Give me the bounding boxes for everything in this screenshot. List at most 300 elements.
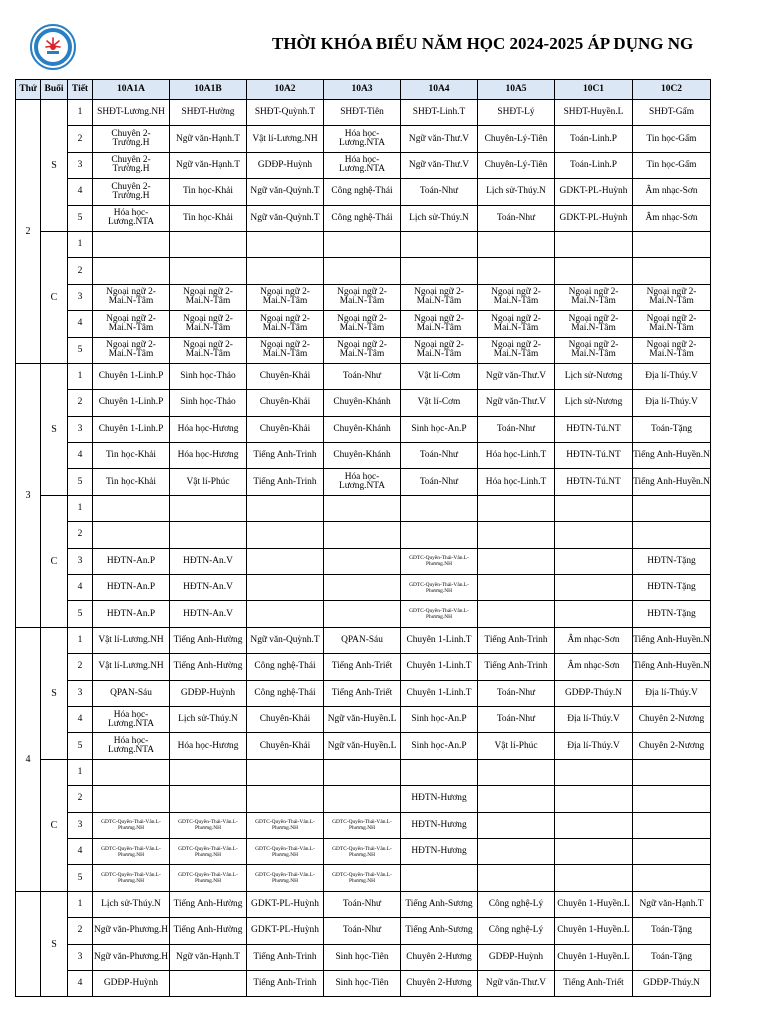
subject-cell: Lịch sử-Thúy.N [170,706,247,732]
period-cell: 2 [68,918,93,944]
subject-cell [478,865,555,891]
table-row [16,126,711,152]
subject-cell: Tiếng Anh-Hường [170,627,247,653]
day-cell: 2 [16,100,41,364]
column-header: 10A1A [93,80,170,100]
subject-cell: Sinh học-An.P [401,416,478,442]
day-cell: 3 [16,363,41,627]
subject-cell: Tiếng Anh-Triết [324,654,401,680]
subject-cell [478,575,555,601]
subject-cell [555,838,633,864]
subject-cell: HĐTN-Tặng [633,601,711,627]
subject-cell: Ngữ văn-Thư.V [478,363,555,389]
column-header: 10A3 [324,80,401,100]
period-cell: 1 [68,100,93,126]
table-row [16,495,711,521]
subject-cell: SHĐT-Lương.NH [93,100,170,126]
subject-cell: Chuyên-Khải [247,363,324,389]
subject-cell: SHĐT-Quỳnh.T [247,100,324,126]
period-cell: 1 [68,891,93,917]
subject-cell: Lịch sử-Nương [555,363,633,389]
subject-cell: Toán-Như [478,680,555,706]
subject-cell: Chuyên 1-Linh.P [93,390,170,416]
period-cell: 3 [68,548,93,574]
subject-cell [478,812,555,838]
subject-cell: Vật lí-Cơm [401,390,478,416]
subject-cell [170,759,247,785]
period-cell: 5 [68,469,93,495]
subject-cell: SHĐT-Gấm [633,100,711,126]
table-row [16,891,711,917]
subject-cell: GDĐP-Huỳnh [478,944,555,970]
table-row [16,337,711,363]
column-header: 10A2 [247,80,324,100]
subject-cell: Tiếng Anh-Sương [401,918,478,944]
subject-cell: Tiếng Anh-Huyền.N [633,443,711,469]
subject-cell: GDĐP-Huỳnh [170,680,247,706]
period-cell: 4 [68,838,93,864]
subject-cell: Lịch sử-Thúy.N [478,179,555,205]
subject-cell: Ngoại ngữ 2-Mai.N-Tâm [170,311,247,337]
subject-cell: Lịch sử-Nương [555,390,633,416]
subject-cell [93,258,170,284]
subject-cell: Tiếng Anh-Trinh [478,627,555,653]
subject-cell [555,786,633,812]
subject-cell: Tiếng Anh-Hường [170,891,247,917]
table-row [16,654,711,680]
session-cell: C [41,495,68,627]
subject-cell: HĐTN-Tặng [633,548,711,574]
subject-cell: Hóa học-Linh.T [478,469,555,495]
day-cell: 4 [16,627,41,891]
column-header: Tiết [68,80,93,100]
subject-cell [247,601,324,627]
subject-cell [401,258,478,284]
subject-cell: GDTC-Quyền-Thái-Vân.L-Phương.NH [401,575,478,601]
period-cell: 3 [68,680,93,706]
subject-cell [401,522,478,548]
subject-cell: GDTC-Quyền-Thái-Vân.L-Phương.NH [401,601,478,627]
subject-cell: Ngoại ngữ 2-Mai.N-Tâm [401,311,478,337]
session-cell: S [41,363,68,495]
subject-cell: Hóa học-Hương [170,443,247,469]
table-row [16,918,711,944]
subject-cell: Sinh học-Tiên [324,970,401,996]
table-row [16,179,711,205]
subject-cell: Chuyên 2-Trường.H [93,152,170,178]
table-row [16,865,711,891]
period-cell: 5 [68,337,93,363]
subject-cell: Ngữ văn-Thư.V [401,152,478,178]
subject-cell: Ngữ văn-Thư.V [401,126,478,152]
subject-cell: GDKT-PL-Huỳnh [555,179,633,205]
subject-cell [633,522,711,548]
subject-cell: HĐTN-An.V [170,601,247,627]
subject-cell: Tiếng Anh-Trinh [247,944,324,970]
subject-cell: Công nghệ-Thái [324,179,401,205]
period-cell: 4 [68,443,93,469]
period-cell: 4 [68,179,93,205]
period-cell: 4 [68,706,93,732]
column-header: 10A4 [401,80,478,100]
subject-cell: Tiếng Anh-Huyền.N [633,627,711,653]
subject-cell: Ngữ văn-Quỳnh.T [247,179,324,205]
subject-cell: GDĐP-Thúy.N [633,970,711,996]
subject-cell: Ngữ văn-Huyền.L [324,733,401,759]
subject-cell [478,231,555,257]
subject-cell: Tiếng Anh-Hường [170,654,247,680]
subject-cell: GDTC-Quyền-Thái-Vân.L-Phương.NH [247,865,324,891]
subject-cell: GDKT-PL-Huỳnh [247,918,324,944]
period-cell: 5 [68,205,93,231]
subject-cell: QPAN-Sáu [93,680,170,706]
period-cell: 4 [68,575,93,601]
subject-cell [324,548,401,574]
table-row [16,759,711,785]
subject-cell [324,759,401,785]
subject-cell [555,258,633,284]
subject-cell: Tiếng Anh-Huyền.N [633,469,711,495]
subject-cell: Tin học-Gấm [633,126,711,152]
subject-cell: HĐTN-An.V [170,575,247,601]
subject-cell [633,495,711,521]
subject-cell [478,838,555,864]
subject-cell [247,258,324,284]
subject-cell [93,786,170,812]
subject-cell: Chuyên 2-Hương [401,970,478,996]
subject-cell [478,522,555,548]
subject-cell: Địa lí-Thúy.V [633,363,711,389]
timetable [15,79,711,997]
subject-cell: GDKT-PL-Huỳnh [555,205,633,231]
subject-cell: Vật lí-Phúc [170,469,247,495]
subject-cell: HĐTN-Hương [401,786,478,812]
subject-cell [247,759,324,785]
subject-cell [555,231,633,257]
subject-cell: Hóa học-Lương.NTA [324,469,401,495]
subject-cell: SHĐT-Hường [170,100,247,126]
subject-cell [555,865,633,891]
session-cell: S [41,627,68,759]
subject-cell: Ngoại ngữ 2-Mai.N-Tâm [633,284,711,310]
subject-cell: GDTC-Quyền-Thái-Vân.L-Phương.NH [93,812,170,838]
subject-cell [633,838,711,864]
subject-cell [555,575,633,601]
subject-cell: Chuyên 2-Nương [633,733,711,759]
subject-cell: SHĐT-Tiên [324,100,401,126]
table-row [16,522,711,548]
subject-cell [170,970,247,996]
column-header: 10A5 [478,80,555,100]
subject-cell [324,575,401,601]
subject-cell: Tiếng Anh-Triết [555,970,633,996]
subject-cell [324,231,401,257]
subject-cell: GDTC-Quyền-Thái-Vân.L-Phương.NH [247,812,324,838]
subject-cell [401,495,478,521]
table-row [16,548,711,574]
subject-cell: Tiếng Anh-Trinh [247,970,324,996]
subject-cell: Địa lí-Thúy.V [555,706,633,732]
subject-cell: Sinh học-Thảo [170,363,247,389]
subject-cell: HĐTN-Tú.NT [555,416,633,442]
table-row [16,311,711,337]
period-cell: 2 [68,390,93,416]
period-cell: 2 [68,654,93,680]
period-cell: 3 [68,416,93,442]
subject-cell: GDTC-Quyền-Thái-Vân.L-Phương.NH [93,838,170,864]
subject-cell: Chuyên 2-Nương [633,706,711,732]
subject-cell: Hóa học-Linh.T [478,443,555,469]
subject-cell: Tin học-Khải [93,469,170,495]
period-cell: 2 [68,522,93,548]
subject-cell: Chuyên 1-Huyền.L [555,944,633,970]
table-row [16,152,711,178]
session-cell: C [41,231,68,363]
subject-cell: Toán-Như [478,416,555,442]
subject-cell [401,759,478,785]
period-cell: 4 [68,970,93,996]
subject-cell: Ngoại ngữ 2-Mai.N-Tâm [324,337,401,363]
subject-cell: GDTC-Quyền-Thái-Vân.L-Phương.NH [170,838,247,864]
subject-cell [324,786,401,812]
subject-cell: Ngoại ngữ 2-Mai.N-Tâm [555,311,633,337]
subject-cell: Công nghệ-Thái [324,205,401,231]
subject-cell [324,258,401,284]
subject-cell: Tin học-Khải [93,443,170,469]
subject-cell [247,495,324,521]
subject-cell: Tiếng Anh-Trinh [247,469,324,495]
subject-cell: Ngữ văn-Hạnh.T [170,126,247,152]
subject-cell: GDKT-PL-Huỳnh [247,891,324,917]
subject-cell [93,231,170,257]
subject-cell: Chuyên-Lý-Tiên [478,152,555,178]
subject-cell [324,601,401,627]
subject-cell: Chuyên 2-Trường.H [93,179,170,205]
subject-cell: Hóa học-Lương.NTA [93,733,170,759]
subject-cell: Chuyên 2-Trường.H [93,126,170,152]
subject-cell [93,522,170,548]
subject-cell: HĐTN-Hương [401,812,478,838]
subject-cell: Hóa học-Lương.NTA [93,205,170,231]
subject-cell [633,759,711,785]
session-cell: S [41,891,68,997]
subject-cell: Hóa học-Lương.NTA [324,152,401,178]
subject-cell: Hóa học-Hương [170,416,247,442]
day-cell [16,891,41,997]
session-cell: S [41,100,68,232]
subject-cell [633,258,711,284]
subject-cell: Ngữ văn-Huyền.L [324,706,401,732]
subject-cell: Ngoại ngữ 2-Mai.N-Tâm [170,284,247,310]
subject-cell [478,258,555,284]
subject-cell: GDTC-Quyền-Thái-Vân.L-Phương.NH [170,865,247,891]
period-cell: 2 [68,126,93,152]
subject-cell: Hóa học-Lương.NTA [324,126,401,152]
subject-cell: Toán-Tặng [633,918,711,944]
subject-cell: Ngoại ngữ 2-Mai.N-Tâm [93,284,170,310]
subject-cell: Âm nhạc-Sơn [633,179,711,205]
subject-cell: HĐTN-An.P [93,548,170,574]
subject-cell: Tiếng Anh-Trinh [478,654,555,680]
subject-cell: Chuyên-Khải [247,390,324,416]
subject-cell: Chuyên 1-Linh.T [401,654,478,680]
subject-cell: Tin học-Gấm [633,152,711,178]
subject-cell [401,865,478,891]
subject-cell: HĐTN-Tặng [633,575,711,601]
subject-cell: GDĐP-Thúy.N [555,680,633,706]
subject-cell: Toán-Như [478,205,555,231]
period-cell: 1 [68,627,93,653]
subject-cell: Vật lí-Lương.NH [93,627,170,653]
subject-cell: Toán-Như [324,891,401,917]
subject-cell: Chuyên-Khánh [324,390,401,416]
subject-cell: GDTC-Quyền-Thái-Vân.L-Phương.NH [324,865,401,891]
subject-cell: Toán-Như [401,179,478,205]
subject-cell: SHĐT-Lý [478,100,555,126]
subject-cell: GDTC-Quyền-Thái-Vân.L-Phương.NH [247,838,324,864]
subject-cell [555,812,633,838]
table-row [16,601,711,627]
subject-cell: Tiếng Anh-Trinh [247,443,324,469]
subject-cell [93,495,170,521]
table-row [16,231,711,257]
subject-cell: Chuyên 1-Linh.T [401,680,478,706]
subject-cell: Ngoại ngữ 2-Mai.N-Tâm [93,311,170,337]
subject-cell [478,786,555,812]
subject-cell: Công nghệ-Thái [247,680,324,706]
subject-cell: Chuyên 2-Hương [401,944,478,970]
subject-cell: Ngoại ngữ 2-Mai.N-Tâm [247,337,324,363]
subject-cell: Toán-Tặng [633,944,711,970]
subject-cell: Ngữ văn-Thư.V [478,970,555,996]
subject-cell: Địa lí-Thúy.V [633,680,711,706]
table-row [16,363,711,389]
column-header: Thứ [16,80,41,100]
subject-cell: Ngữ văn-Quỳnh.T [247,627,324,653]
subject-cell [93,759,170,785]
subject-cell: Ngoại ngữ 2-Mai.N-Tâm [324,284,401,310]
subject-cell: Sinh học-An.P [401,733,478,759]
subject-cell: Âm nhạc-Sơn [633,205,711,231]
table-row [16,284,711,310]
subject-cell [555,601,633,627]
subject-cell [478,759,555,785]
subject-cell [170,522,247,548]
table-row [16,416,711,442]
subject-cell: Vật lí-Lương.NH [247,126,324,152]
subject-cell: GDTC-Quyền-Thái-Vân.L-Phương.NH [93,865,170,891]
subject-cell: Tiếng Anh-Hường [170,918,247,944]
subject-cell: Toán-Như [401,469,478,495]
subject-cell: Toán-Linh.P [555,152,633,178]
subject-cell: Chuyên-Khánh [324,443,401,469]
subject-cell: HĐTN-Hương [401,838,478,864]
subject-cell: SHĐT-Huyền.L [555,100,633,126]
subject-cell: GDTC-Quyền-Thái-Vân.L-Phương.NH [324,812,401,838]
subject-cell: Chuyên 1-Linh.P [93,363,170,389]
subject-cell [633,812,711,838]
page-title: THỜI KHÓA BIỂU NĂM HỌC 2024-2025 ÁP DỤNG NG [272,34,694,53]
subject-cell: Ngoại ngữ 2-Mai.N-Tâm [633,311,711,337]
subject-cell [247,786,324,812]
subject-cell: Ngoại ngữ 2-Mai.N-Tâm [247,284,324,310]
subject-cell: Sinh học-An.P [401,706,478,732]
subject-cell [170,231,247,257]
table-row [16,812,711,838]
subject-cell: Ngữ văn-Hạnh.T [170,944,247,970]
table-row [16,258,711,284]
table-row [16,575,711,601]
subject-cell: Lịch sử-Thúy.N [401,205,478,231]
subject-cell: Toán-Như [478,706,555,732]
subject-cell [555,548,633,574]
period-cell: 1 [68,759,93,785]
subject-cell: Vật lí-Phúc [478,733,555,759]
subject-cell: Ngoại ngữ 2-Mai.N-Tâm [478,311,555,337]
subject-cell [555,759,633,785]
subject-cell: GDTC-Quyền-Thái-Vân.L-Phương.NH [324,838,401,864]
table-row [16,205,711,231]
period-cell: 4 [68,311,93,337]
period-cell: 5 [68,601,93,627]
subject-cell: Ngữ văn-Hạnh.T [170,152,247,178]
subject-cell: Sinh học-Thảo [170,390,247,416]
subject-cell [633,231,711,257]
subject-cell: Ngữ văn-Hạnh.T [633,891,711,917]
subject-cell: Toán-Tặng [633,416,711,442]
subject-cell: Vật lí-Lương.NH [93,654,170,680]
subject-cell: Chuyên 1-Huyền.L [555,918,633,944]
header-row [16,80,711,100]
subject-cell [170,786,247,812]
period-cell: 2 [68,258,93,284]
subject-cell: Tin học-Khải [170,205,247,231]
table-row [16,390,711,416]
subject-cell [170,495,247,521]
subject-cell: Ngoại ngữ 2-Mai.N-Tâm [401,337,478,363]
subject-cell: HĐTN-Tú.NT [555,469,633,495]
subject-cell: Tin học-Khải [170,179,247,205]
subject-cell [324,522,401,548]
table-row [16,627,711,653]
subject-cell: Ngoại ngữ 2-Mai.N-Tâm [555,284,633,310]
subject-cell: HĐTN-Tú.NT [555,443,633,469]
subject-cell: Địa lí-Thúy.V [633,390,711,416]
table-row [16,706,711,732]
session-cell: C [41,759,68,891]
subject-cell [401,231,478,257]
period-cell: 1 [68,363,93,389]
subject-cell: Chuyên 1-Linh.T [401,627,478,653]
subject-cell: Ngoại ngữ 2-Mai.N-Tâm [633,337,711,363]
column-header: 10A1B [170,80,247,100]
column-header: 10C2 [633,80,711,100]
subject-cell [633,865,711,891]
subject-cell: Chuyên 1-Linh.P [93,416,170,442]
subject-cell: GDTC-Quyền-Thái-Vân.L-Phương.NH [170,812,247,838]
subject-cell [170,258,247,284]
subject-cell [247,231,324,257]
column-header: Buổi [41,80,68,100]
subject-cell: GDĐP-Huỳnh [93,970,170,996]
subject-cell [555,495,633,521]
subject-cell: Toán-Như [401,443,478,469]
subject-cell: HĐTN-An.P [93,575,170,601]
subject-cell: Vật lí-Cơm [401,363,478,389]
subject-cell: SHĐT-Linh.T [401,100,478,126]
subject-cell [247,522,324,548]
subject-cell: Toán-Linh.P [555,126,633,152]
